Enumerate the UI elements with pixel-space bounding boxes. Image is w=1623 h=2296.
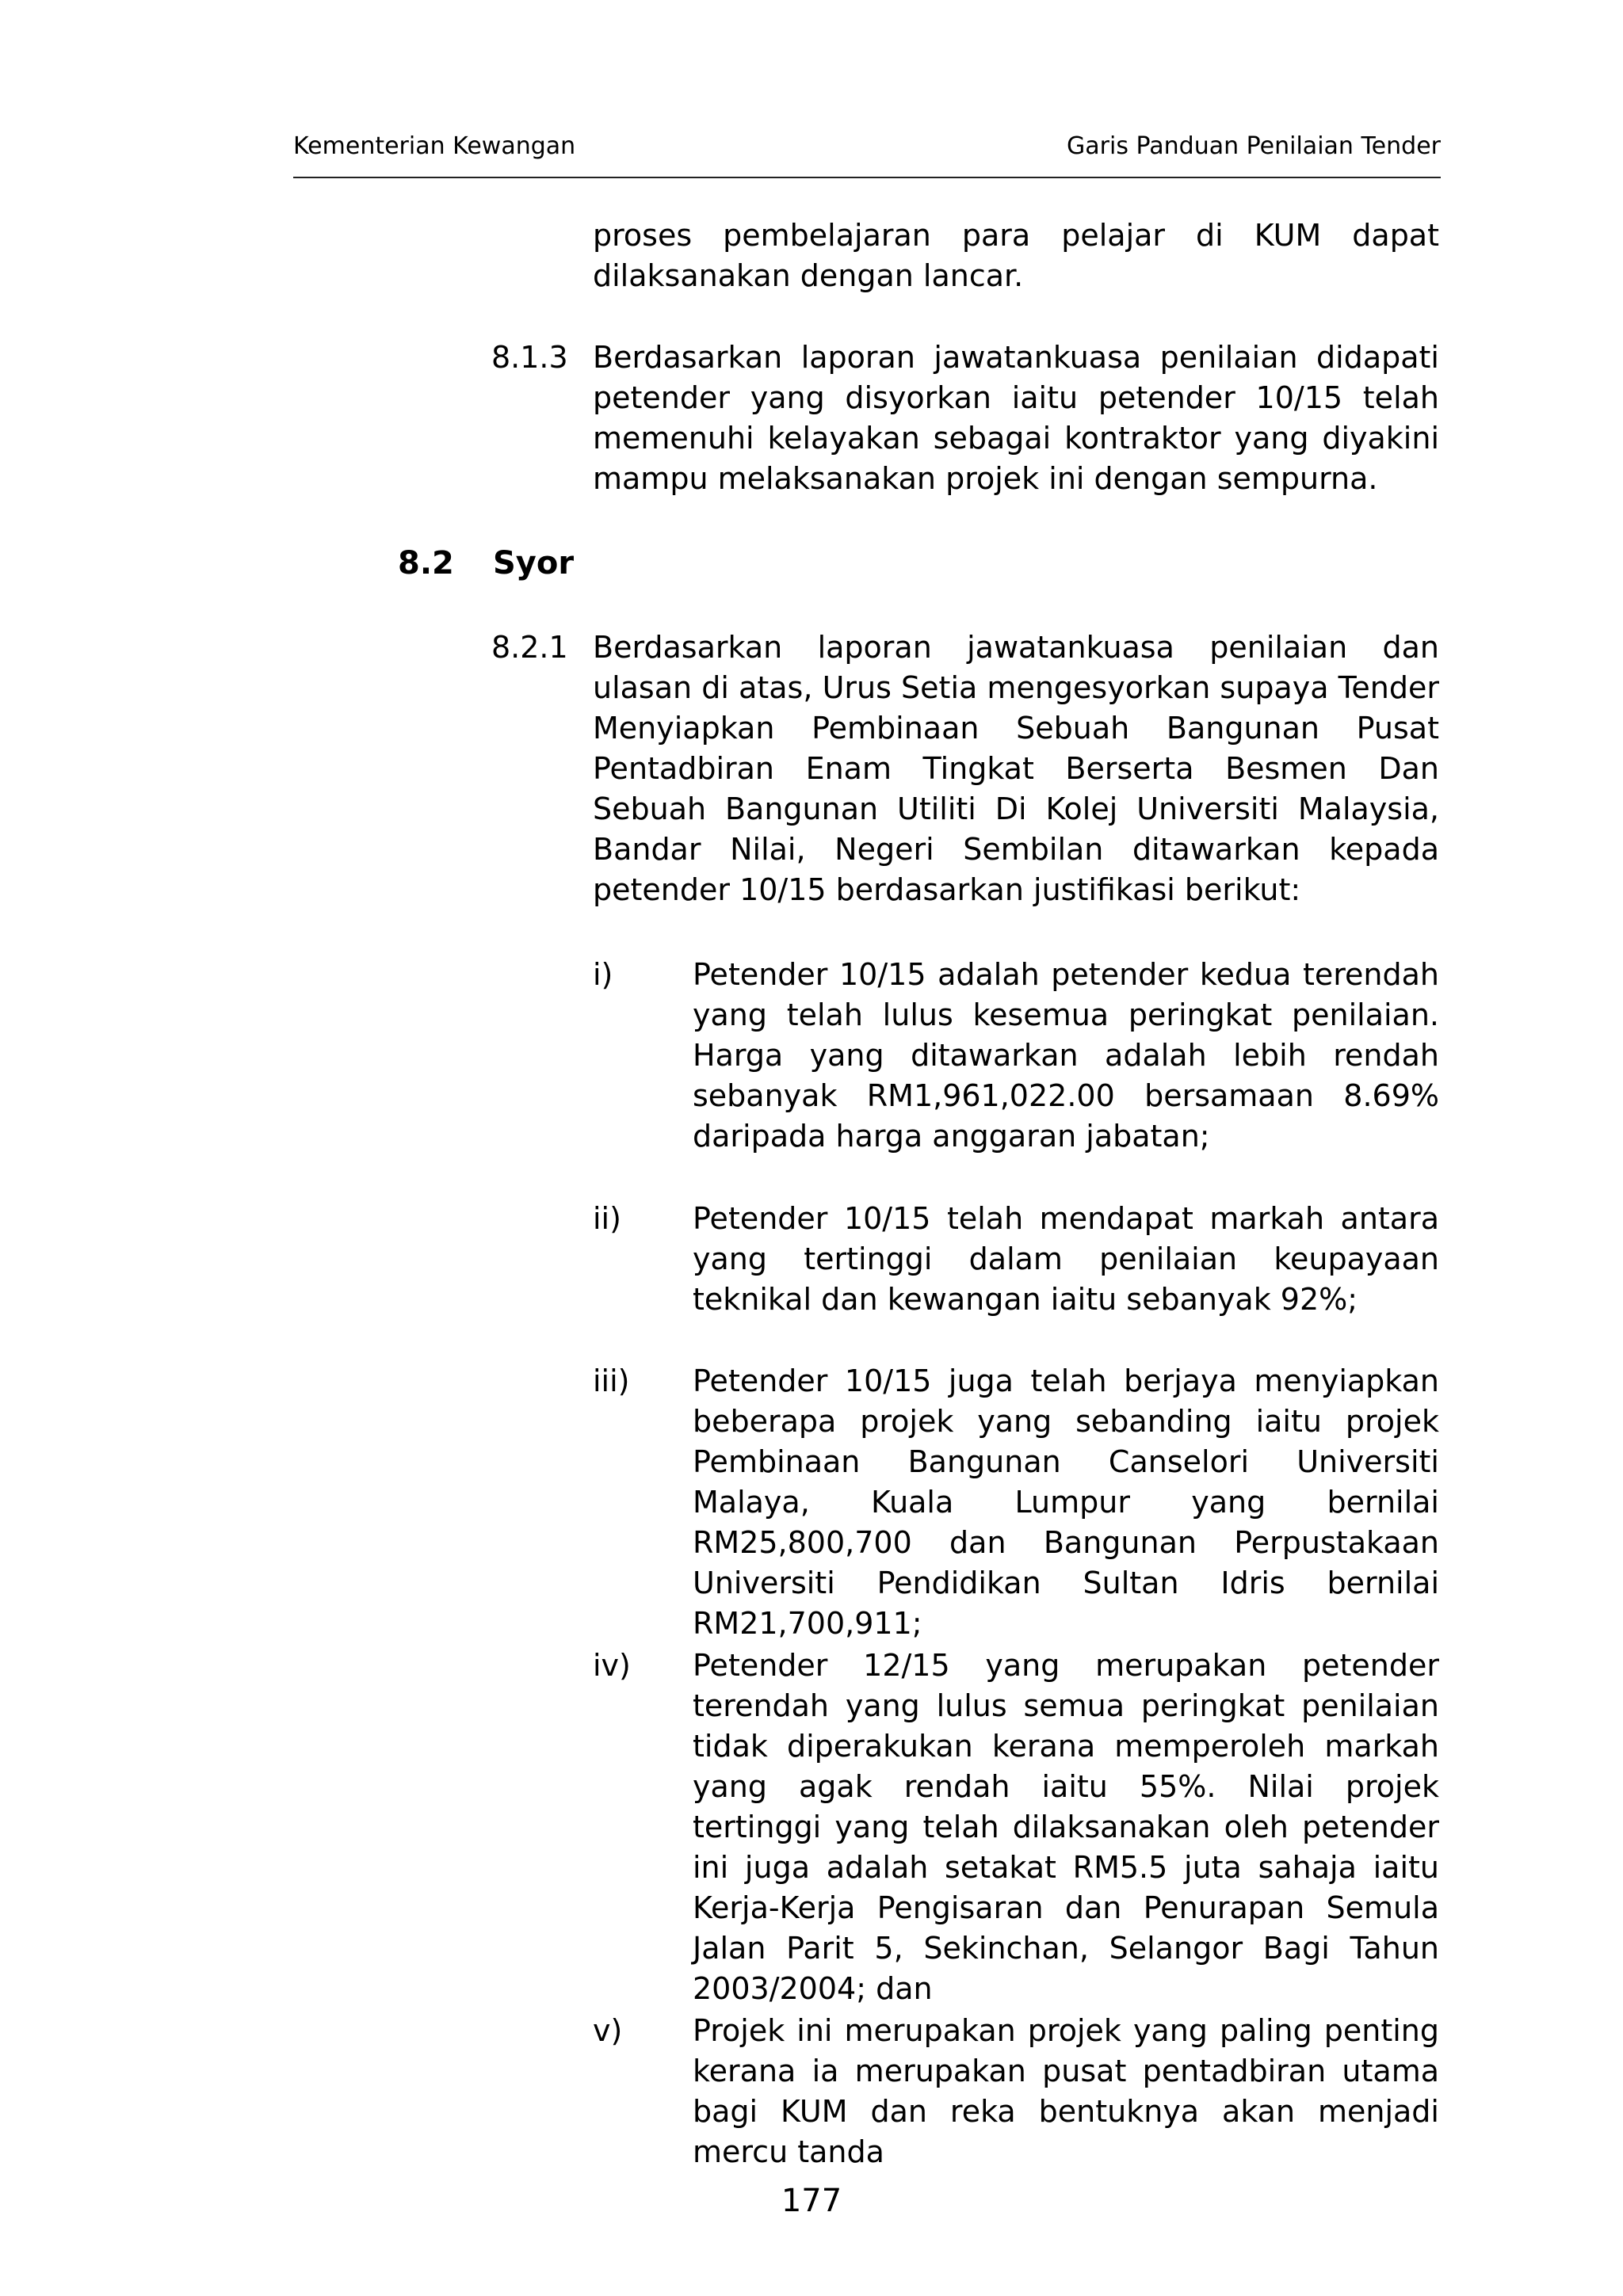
item-text-8-2-1: Berdasarkan laporan jawatankuasa penilaian dan ulasan di atas, Urus Setia mengesyorkan supaya Tender Menyiapkan Pembinaan Sebuah Bangunan Pusat Pentadbiran Enam Tingkat Berserta Besmen Dan Sebuah Bangunan Utiliti Di Kolej Universiti Malaysia, Bandar Nilai, Negeri Sembilan ditawarkan kepada petender 10/15 berdasarkan justifikasi berikut:	[593, 630, 1439, 907]
justification-text: Petender 12/15 yang merupakan petender terendah yang lulus semua peringkat penilaian tidak diperakukan kerana memperoleh markah yang agak rendah iaitu 55%. Nilai projek tertinggi yang telah dilaksanakan oleh petender ini juga adalah setakat RM5.5 juta sahaja iaitu Kerja-Kerja Pengisaran dan Penurapan Semula Jalan Parit 5, Sekinchan, Selangor Bagi Tahun 2003/2004; dan	[693, 1648, 1439, 2006]
justification-marker: v)	[593, 2013, 623, 2048]
page-number: 177	[781, 2183, 842, 2219]
justification-marker: i)	[593, 957, 613, 992]
section-number-8-2: 8.2	[398, 545, 454, 582]
justification-marker: ii)	[593, 1201, 621, 1236]
justification-marker: iv)	[593, 1648, 631, 1683]
header-ministry: Kementerian Kewangan	[293, 132, 576, 160]
section-title-syor: Syor	[493, 545, 575, 582]
item-text-8-1-3: Berdasarkan laporan jawatankuasa penilaian didapati petender yang disyorkan iaitu petender 10/15 telah memenuhi kelayakan sebagai kontraktor yang diyakini mampu melaksanakan projek ini dengan sempurna.	[593, 340, 1439, 496]
item-number-8-1-3: 8.1.3	[491, 340, 568, 375]
page-header	[293, 131, 1441, 178]
justification-text: Petender 10/15 telah mendapat markah antara yang tertinggi dalam penilaian keupayaan teknikal dan kewangan iaitu sebanyak 92%;	[693, 1201, 1439, 1317]
item-number-8-2-1: 8.2.1	[491, 630, 568, 665]
justification-text: Petender 10/15 juga telah berjaya menyiapkan beberapa projek yang sebanding iaitu projek Pembinaan Bangunan Canselori Universiti Malaya, Kuala Lumpur yang bernilai RM25,800,700 dan Bangunan Perpustakaan Universiti Pendidikan Sultan Idris bernilai RM21,700,911;	[693, 1363, 1439, 1641]
continuation-paragraph: proses pembelajaran para pelajar di KUM dapat dilaksanakan dengan lancar.	[593, 218, 1439, 293]
justification-marker: iii)	[593, 1363, 630, 1398]
justification-text: Projek ini merupakan projek yang paling penting kerana ia merupakan pusat pentadbiran utama bagi KUM dan reka bentuknya akan menjadi mercu tanda	[693, 2013, 1439, 2169]
header-document-title: Garis Panduan Penilaian Tender	[1067, 132, 1441, 160]
justification-text: Petender 10/15 adalah petender kedua terendah yang telah lulus kesemua peringkat penilaian. Harga yang ditawarkan adalah lebih rendah sebanyak RM1,961,022.00 bersamaan 8.69% daripada harga anggaran jabatan;	[693, 957, 1439, 1154]
